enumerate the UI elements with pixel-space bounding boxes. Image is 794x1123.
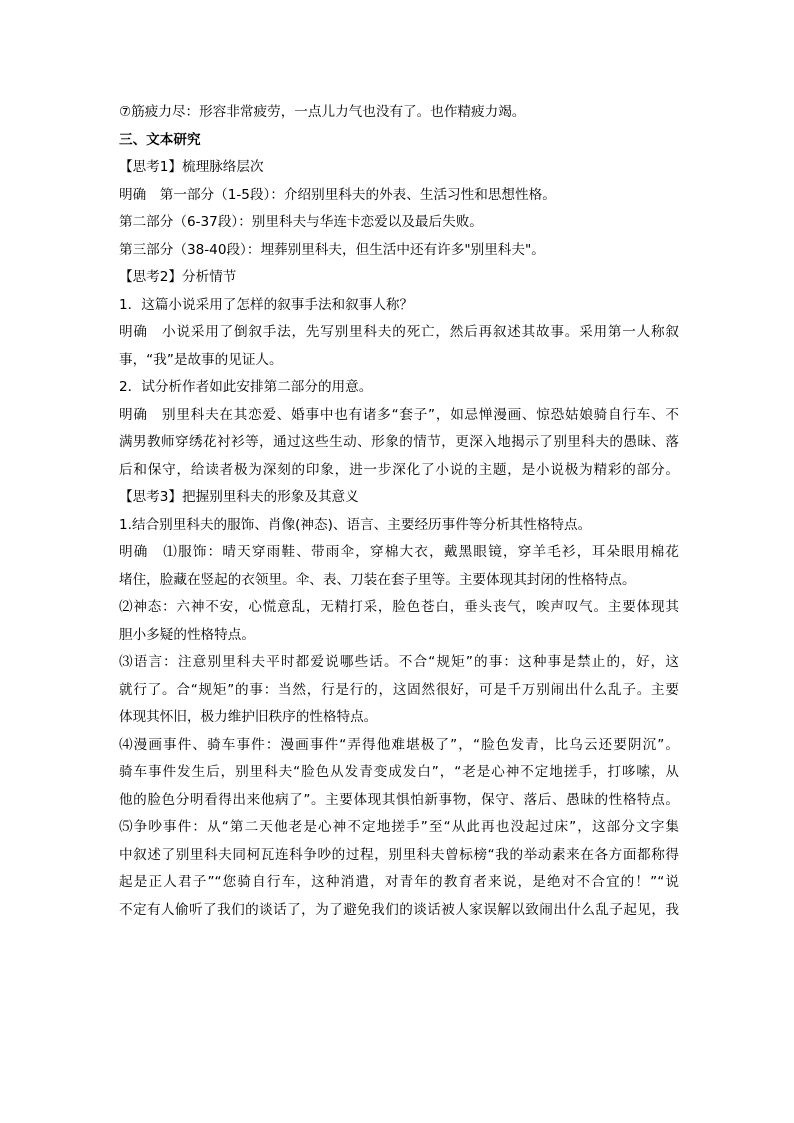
text-line: 中叙述了别里科夫同柯瓦连科争吵的过程，别里科夫曾标榜“我的举动素来在各方面都称得 bbox=[119, 846, 679, 863]
text-line: 【思考1】梳理脉络层次 bbox=[119, 159, 264, 175]
text-line: 满男教师穿绣花衬衫等，通过这些生动、形象的情节，更深入地揭示了别里科夫的愚昧、落 bbox=[119, 434, 679, 450]
text-line: ⑷漫画事件、骑车事件：漫画事件“弄得他难堪极了”，“脸色发青，比乌云还要阴沉”。 bbox=[119, 736, 679, 753]
text-line: 不定有人偷听了我们的谈话了，为了避免我们的谈话被人家误解以致闹出什么乱子起见，我 bbox=[119, 901, 679, 918]
text-line: 【思考3】把握别里科夫的形象及其意义 bbox=[119, 489, 359, 505]
text-line: 事，“我”是故事的见证人。 bbox=[119, 351, 283, 368]
text-line: 胆小多疑的性格特点。 bbox=[119, 626, 255, 643]
text-line: ⑵神态：六神不安，心慌意乱，无精打采，脸色苍白，垂头丧气，唉声叹气。主要体现其 bbox=[119, 599, 679, 615]
text-line: 【思考2】分析情节 bbox=[119, 269, 237, 285]
text-line: ⑸争吵事件：从“第二天他老是心神不定地搓手”至“从此再也没起过床”，这部分文字集 bbox=[119, 819, 679, 835]
section-heading: 三、文本研究 bbox=[119, 131, 201, 148]
text-line: ⑶语言：注意别里科夫平时都爱说哪些话。不合“规矩”的事：这种事是禁止的，好，这 bbox=[119, 654, 679, 670]
text-line: 后和保守，给读者极为深刻的印象，进一步深化了小说的主题，是小说极为精彩的部分。 bbox=[119, 461, 679, 478]
text-line: 体现其怀旧，极力维护旧秩序的性格特点。 bbox=[119, 709, 378, 725]
document-body bbox=[119, 99, 679, 924]
text-line: 明确 ⑴服饰：晴天穿雨鞋、带雨伞，穿棉大衣，戴黑眼镜，穿羊毛衫，耳朵眼用棉花 bbox=[119, 544, 679, 560]
text-line: 第三部分（38-40段）：埋葬别里科夫，但生活中还有许多"别里科夫"。 bbox=[119, 241, 545, 258]
text-line: 起是正人君子”“您骑自行车，这种消遣，对青年的教育者来说，是绝对不合宜的！”“说 bbox=[119, 874, 679, 890]
text-line: 2．试分析作者如此安排第二部分的用意。 bbox=[119, 379, 373, 395]
text-line: 堵住，脸藏在竖起的衣领里。伞、表、刀装在套子里等。主要体现其封闭的性格特点。 bbox=[119, 571, 636, 588]
text-line: 他的脸色分明看得出来他病了”。主要体现其惧怕新事物，保守、落后、愚昧的性格特点。 bbox=[119, 791, 679, 808]
text-line: 明确 别里科夫在其恋爱、婚事中也有诸多“套子”，如忌惮漫画、惊恐姑娘骑自行车、不 bbox=[119, 406, 679, 423]
text-line: 第二部分（6-37段）：别里科夫与华连卡恋爱以及最后失败。 bbox=[119, 214, 483, 230]
text-line: 1.结合别里科夫的服饰、肖像(神态)、语言、主要经历事件等分析其性格特点。 bbox=[119, 516, 592, 533]
text-line: 1．这篇小说采用了怎样的叙事手法和叙事人称？ bbox=[119, 296, 414, 313]
text-line: 就行了。合“规矩”的事：当然，行是行的，这固然很好，可是千万别闹出什么乱子。主要 bbox=[119, 681, 679, 698]
text-line: 明确 第一部分（1-5段）：介绍别里科夫的外表、生活习性和思想性格。 bbox=[119, 186, 556, 203]
text-line: ⑦筋疲力尽：形容非常疲劳，一点儿力气也没有了。也作精疲力竭。 bbox=[119, 104, 526, 120]
text-line: 骑车事件发生后，别里科夫“脸色从发青变成发白”，“老是心神不定地搓手，打哆嗦，从 bbox=[119, 764, 679, 780]
text-line: 明确 小说采用了倒叙手法，先写别里科夫的死亡，然后再叙述其故事。采用第一人称叙 bbox=[119, 324, 679, 340]
